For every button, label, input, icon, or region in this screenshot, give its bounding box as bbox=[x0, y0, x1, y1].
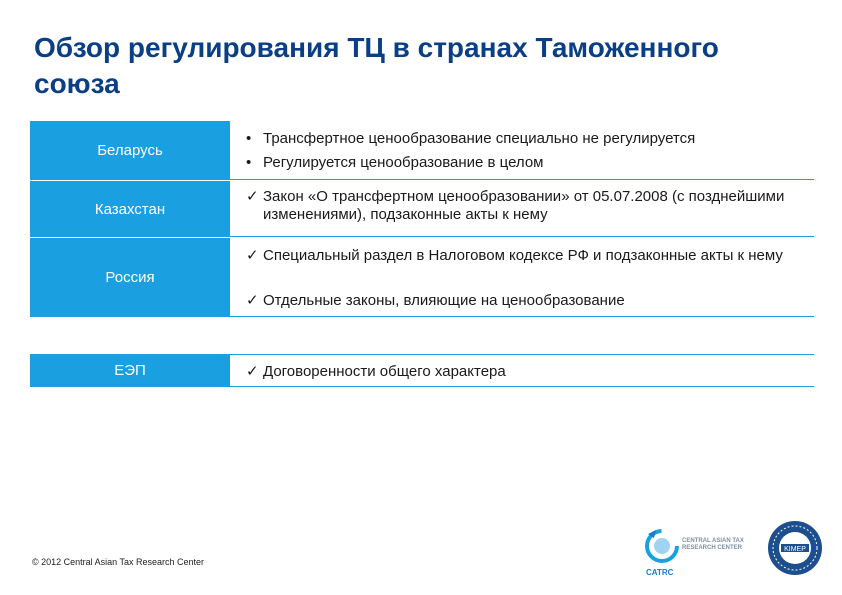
kimep-seal-icon bbox=[766, 519, 824, 577]
country-row-belarus bbox=[30, 121, 814, 180]
list-item bbox=[246, 154, 804, 172]
description-cell bbox=[230, 181, 814, 237]
item-text: Трансфертное ценообразование специально не регулируется bbox=[263, 130, 696, 147]
country-cell: Беларусь bbox=[30, 121, 230, 180]
description-cell bbox=[230, 354, 814, 387]
country-cell: Казахстан bbox=[30, 181, 230, 237]
country-row-eep bbox=[30, 354, 814, 387]
item-text: Закон «О трансфертном ценообразовании» от 05.07.2008 (с позднейшими изменениями), подзаконные акты к нему bbox=[263, 188, 785, 223]
checkmark-icon: ✓ bbox=[246, 292, 259, 309]
catrc-abbr: CATRC bbox=[646, 568, 674, 577]
page-title: Обзор регулирования ТЦ в странах Таможенного союза bbox=[34, 32, 719, 99]
list-item bbox=[246, 130, 804, 148]
description-cell bbox=[230, 238, 814, 317]
checkmark-icon: ✓ bbox=[246, 188, 259, 205]
copyright-footer: © 2012 Central Asian Tax Research Center bbox=[32, 557, 205, 567]
catrc-emblem-icon bbox=[642, 526, 682, 570]
checkmark-icon: ✓ bbox=[246, 363, 259, 380]
bullet-icon: • bbox=[246, 154, 252, 171]
catrc-logo bbox=[640, 524, 760, 580]
item-text: Договоренности общего характера bbox=[263, 363, 506, 380]
list-item bbox=[246, 292, 804, 310]
country-cell: Россия bbox=[30, 238, 230, 317]
country-row-kazakhstan bbox=[30, 181, 814, 237]
checkmark-icon: ✓ bbox=[246, 247, 259, 264]
country-cell: ЕЭП bbox=[30, 354, 230, 387]
description-cell bbox=[230, 121, 814, 180]
catrc-name: CENTRAL ASIAN TAX RESEARCH CENTER bbox=[682, 538, 744, 551]
item-text: Отдельные законы, влияющие на ценообразование bbox=[263, 292, 625, 309]
list-item bbox=[246, 247, 804, 265]
item-text: Специальный раздел в Налоговом кодексе РФ и подзаконные акты к нему bbox=[263, 247, 783, 264]
country-row-russia bbox=[30, 238, 814, 317]
item-text: Регулируется ценообразование в целом bbox=[263, 154, 544, 171]
list-item bbox=[246, 363, 804, 381]
list-item bbox=[246, 188, 804, 224]
kimep-label: KIMEP bbox=[784, 546, 806, 553]
bullet-icon: • bbox=[246, 130, 252, 147]
